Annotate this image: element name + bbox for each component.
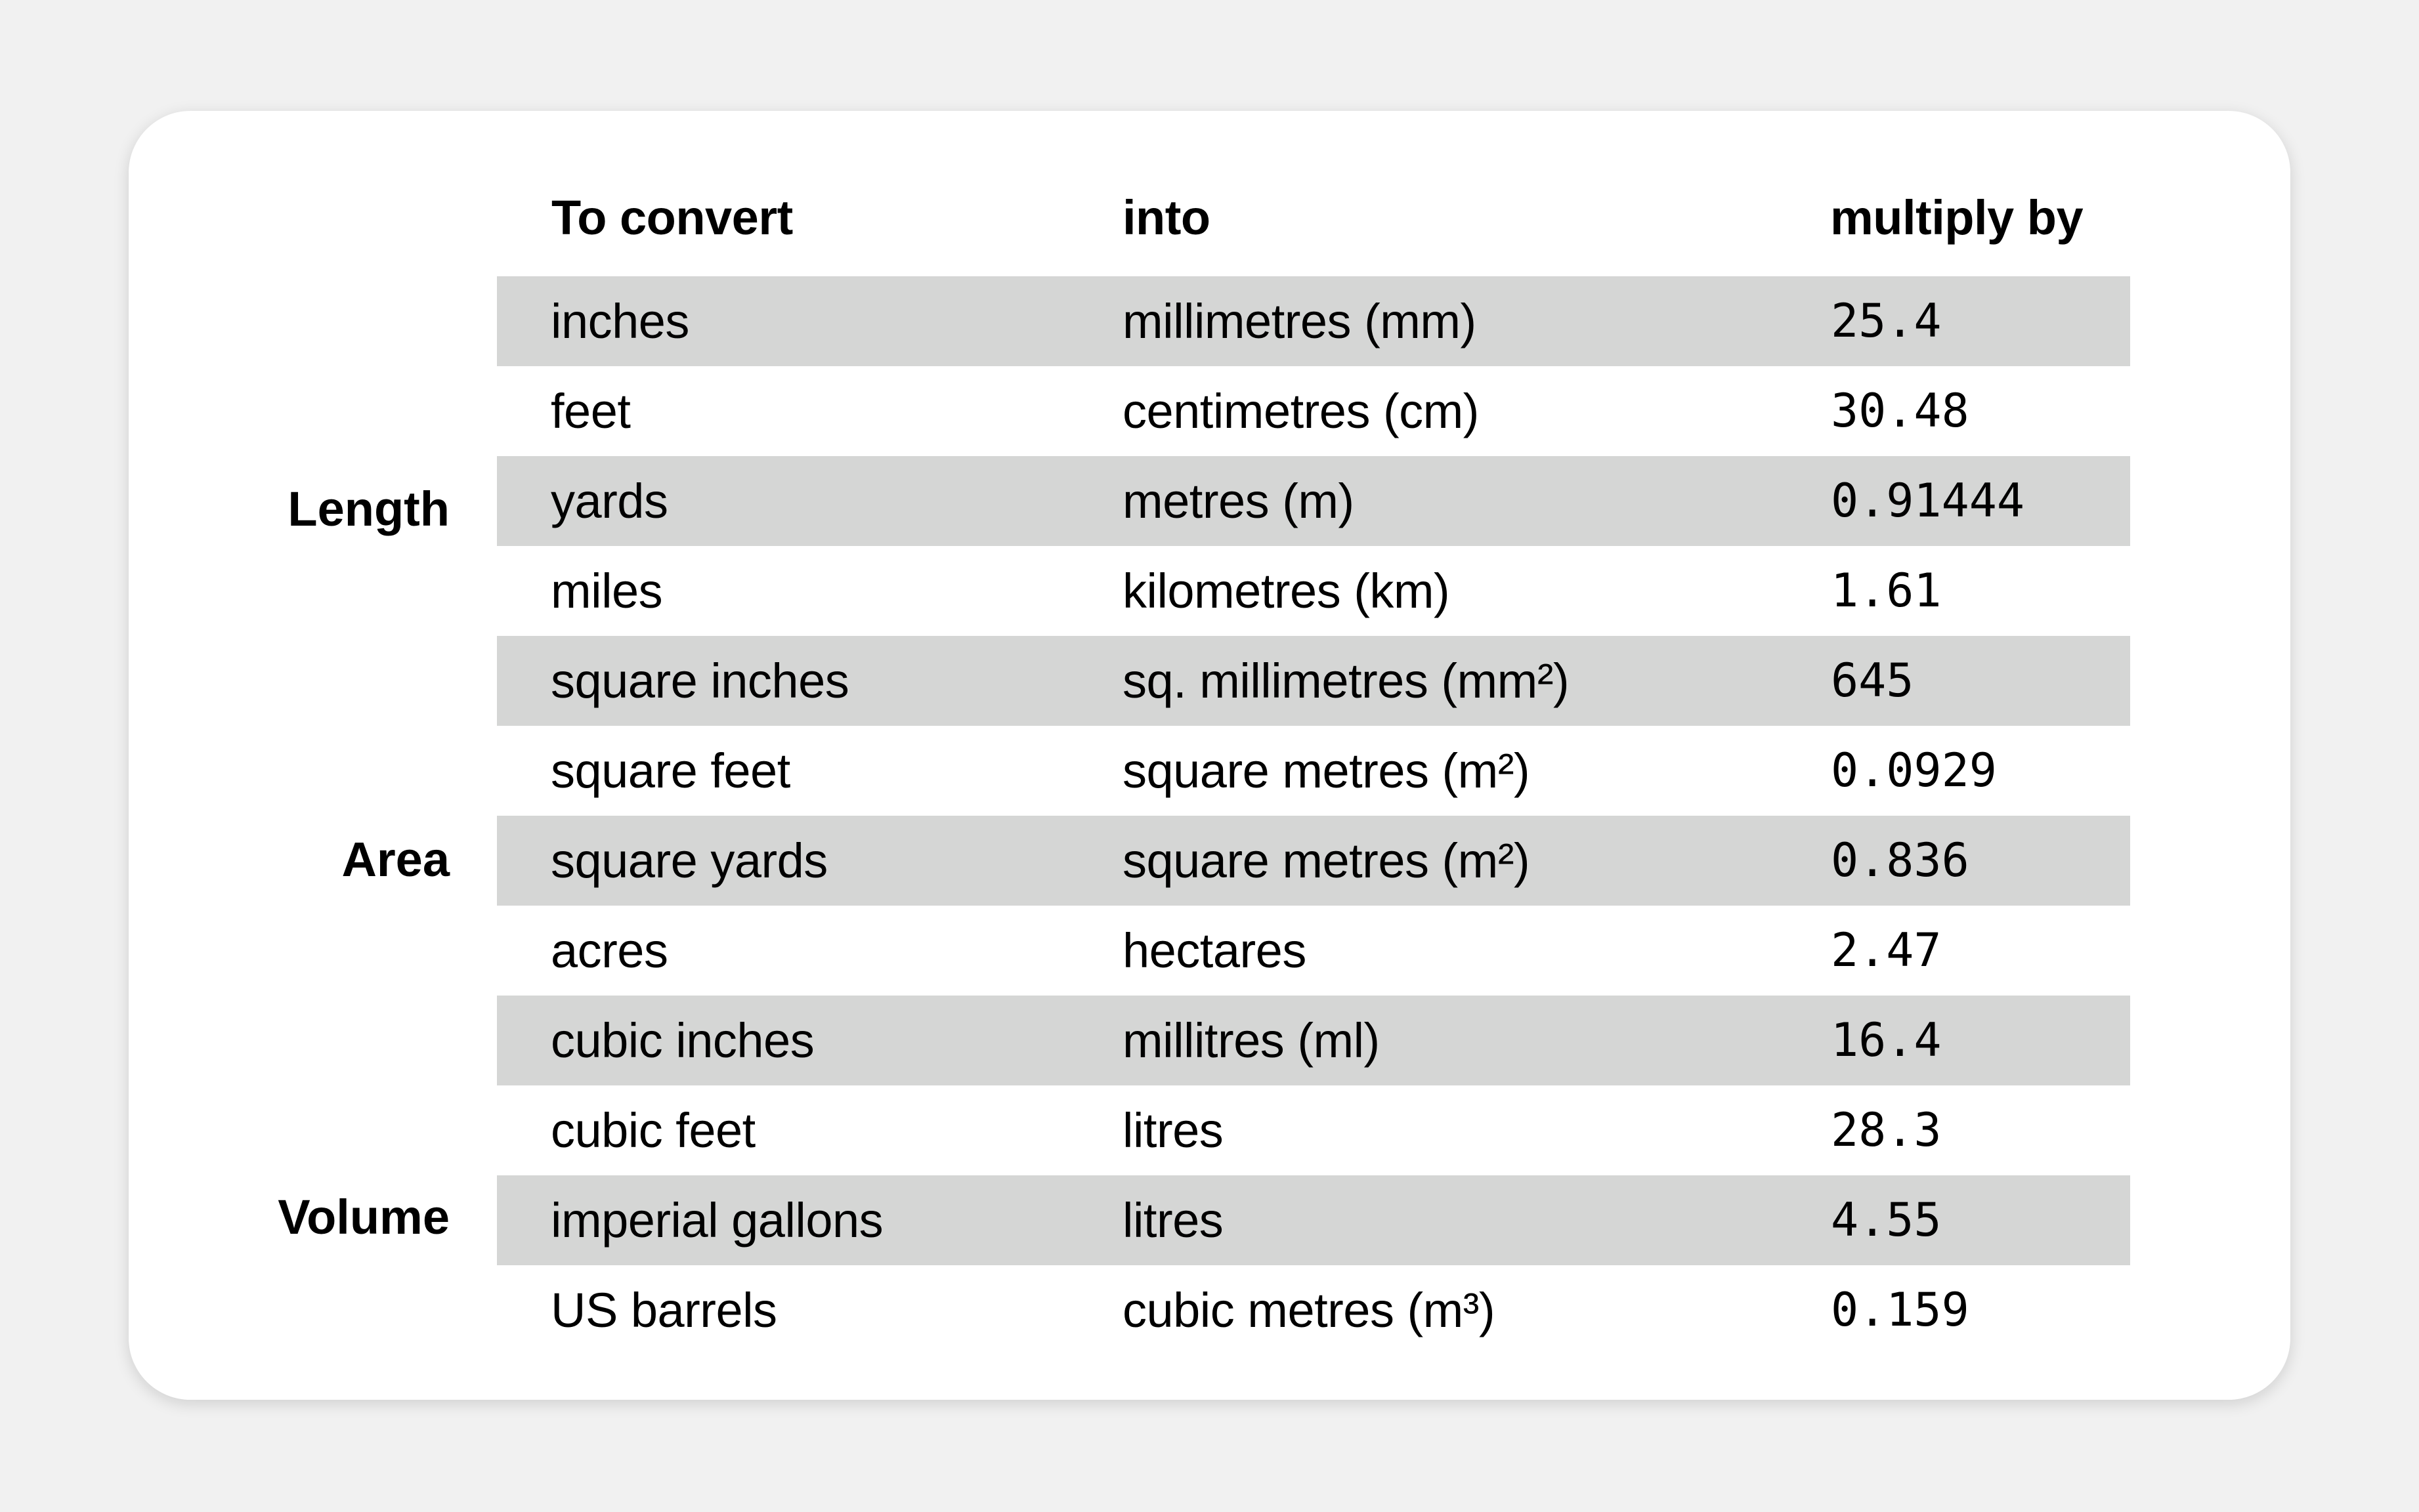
to-unit: millitres (ml) — [1123, 1013, 1380, 1068]
factor: 645 — [1831, 654, 1914, 707]
header-multiply-by: multiply by — [1830, 190, 2084, 245]
factor: 28.3 — [1831, 1103, 1942, 1157]
from-unit: US barrels — [551, 1283, 777, 1337]
to-unit: square metres (m²) — [1123, 833, 1530, 888]
to-unit: cubic metres (m³) — [1123, 1283, 1495, 1337]
header-to-convert: To convert — [551, 190, 793, 245]
from-unit: square feet — [551, 744, 790, 798]
factor: 4.55 — [1831, 1193, 1942, 1247]
to-unit: millimetres (mm) — [1123, 294, 1476, 348]
from-unit: cubic inches — [551, 1013, 815, 1068]
factor: 0.91444 — [1831, 474, 2025, 528]
factor: 1.61 — [1831, 564, 1942, 618]
from-unit: square yards — [551, 833, 828, 888]
from-unit: square inches — [551, 654, 849, 708]
table-row — [497, 996, 2130, 1085]
header-into: into — [1123, 190, 1210, 245]
table-row — [497, 1085, 2130, 1175]
table-row — [497, 726, 2130, 816]
factor: 0.836 — [1831, 833, 1969, 887]
to-unit: centimetres (cm) — [1123, 384, 1479, 438]
factor: 2.47 — [1831, 923, 1942, 977]
group-label-area: Area — [341, 832, 450, 887]
from-unit: miles — [551, 564, 663, 618]
to-unit: litres — [1123, 1193, 1224, 1248]
table-row — [497, 1175, 2130, 1265]
factor: 0.0929 — [1831, 744, 1997, 797]
to-unit: litres — [1123, 1103, 1224, 1158]
table-row — [497, 906, 2130, 996]
table-row — [497, 456, 2130, 546]
table-row — [497, 366, 2130, 456]
table-row — [497, 1265, 2130, 1355]
from-unit: inches — [551, 294, 689, 348]
from-unit: imperial gallons — [551, 1193, 884, 1248]
from-unit: cubic feet — [551, 1103, 756, 1158]
table-row — [497, 816, 2130, 906]
factor: 30.48 — [1831, 384, 1969, 438]
table-row — [497, 546, 2130, 636]
to-unit: metres (m) — [1123, 474, 1354, 528]
table-row — [497, 276, 2130, 366]
from-unit: acres — [551, 923, 668, 978]
to-unit: square metres (m²) — [1123, 744, 1530, 798]
table-row — [497, 636, 2130, 726]
from-unit: feet — [551, 384, 631, 438]
factor: 25.4 — [1831, 294, 1942, 348]
to-unit: hectares — [1123, 923, 1306, 978]
from-unit: yards — [551, 474, 668, 528]
group-label-length: Length — [288, 482, 450, 536]
factor: 0.159 — [1831, 1283, 1969, 1337]
factor: 16.4 — [1831, 1013, 1942, 1067]
to-unit: kilometres (km) — [1123, 564, 1450, 618]
to-unit: sq. millimetres (mm²) — [1123, 654, 1570, 708]
group-label-volume: Volume — [278, 1190, 450, 1244]
